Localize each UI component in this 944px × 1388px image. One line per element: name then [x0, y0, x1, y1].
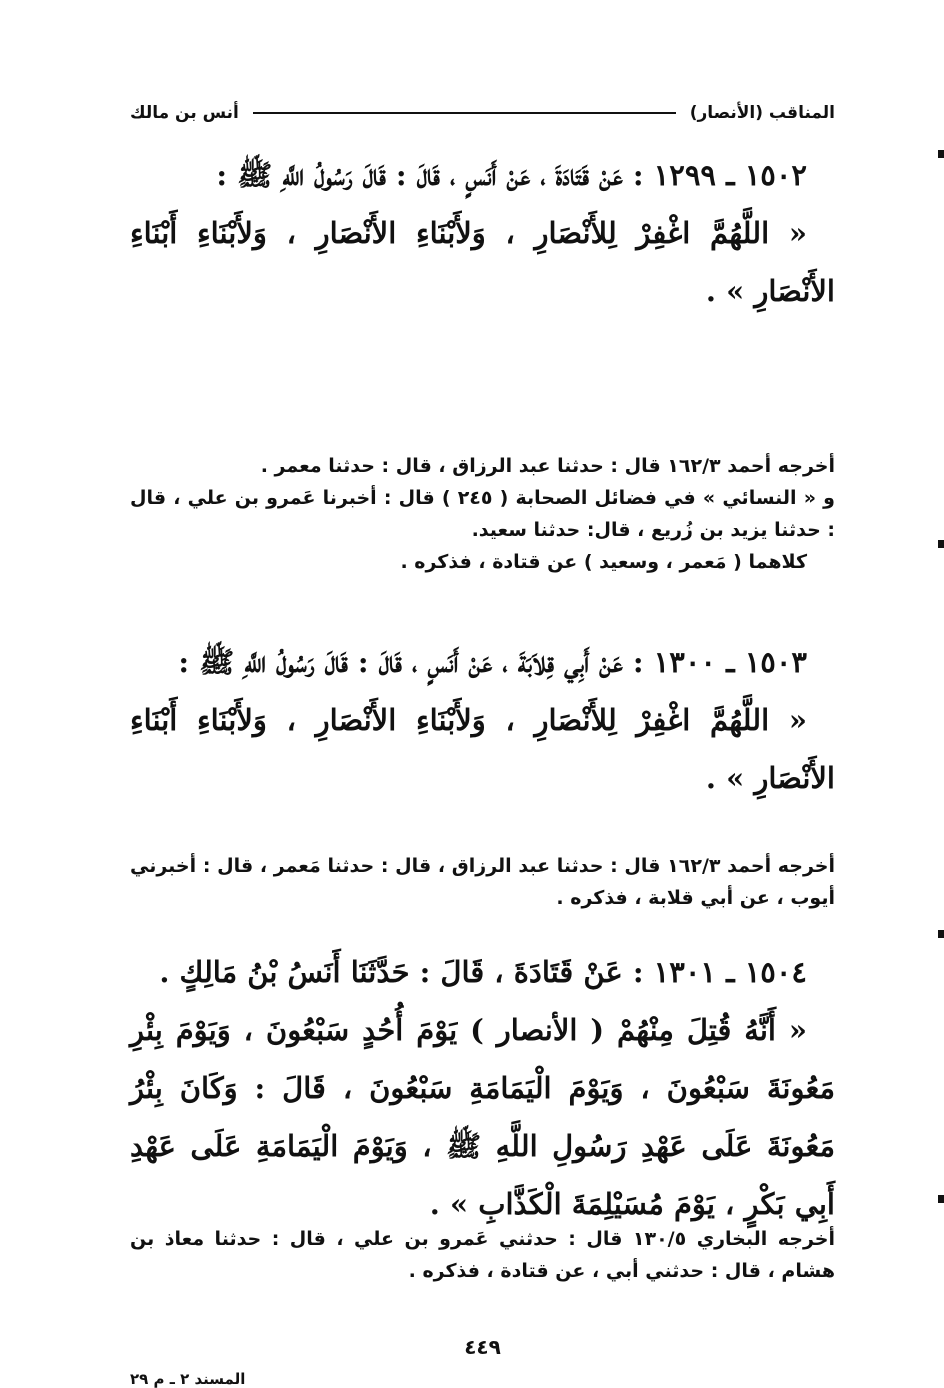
header-rule [253, 112, 676, 114]
hadith-matn: « اللَّهُمَّ اغْفِرْ لِلأَنْصَارِ ، وَلأَبْنَاءِ الأَنْصَارِ ، وَلأَبْنَاءِ أَبْنَاءِ الأَنْصَارِ » . [130, 216, 835, 308]
hadith-1503 [130, 633, 835, 807]
takhrij-line: كلاهما ( مَعمر ، وسعيد ) عن قتادة ، فذكره . [400, 551, 807, 573]
hadith-matn: « اللَّهُمَّ اغْفِرْ لِلأَنْصَارِ ، وَلأَبْنَاءِ الأَنْصَارِ ، وَلأَبْنَاءِ أَبْنَاءِ الأَنْصَارِ » . [130, 703, 835, 795]
chapter-title: أنس بن مالك [130, 103, 239, 123]
edge-mark [938, 930, 944, 938]
takhrij-line: أخرجه أحمد ١٦٢/٣ قال : حدثنا عبد الرزاق ، قال : حدثنا مَعمر ، قال : أخبرني أيوب ، عن أبي قلابة ، فذكره . [130, 855, 836, 909]
takhrij-1502 [130, 450, 835, 578]
hadith-1502 [130, 146, 835, 320]
takhrij-line: أخرجه البخاري ١٣٠/٥ قال : حدثني عَمرو بن علي ، قال : حدثنا معاذ بن هشام ، قال : حدثني أبي ، عن قتادة ، فذكره . [130, 1228, 835, 1282]
running-header [130, 98, 835, 128]
signature-mark: المسند ٢ ـ م ٢٩ [130, 1370, 246, 1388]
hadith-isnad: ١٥٠٣ ـ ١٣٠٠ : عَنْ أَبِي قِلاَبَةَ ، عَنْ أَنَسٍ ، قَالَ : قَالَ رَسُولُ اللَّهِ ﷺ : [178, 645, 807, 679]
section-title: المناقب (الأنصار) [689, 103, 835, 123]
takhrij-line: و « النسائي » في فضائل الصحابة ( ٢٤٥ ) قال : أخبرنا عَمرو بن علي ، قال : حدثنا يزيد بن زُريع ، قال: حدثنا سعيد. [130, 487, 835, 541]
hadith-1504 [130, 943, 835, 1233]
takhrij-line: أخرجه أحمد ١٦٢/٣ قال : حدثنا عبد الرزاق ، قال : حدثنا معمر . [260, 455, 835, 477]
edge-mark [938, 1195, 944, 1203]
takhrij-1503 [130, 850, 835, 914]
page [130, 98, 836, 1388]
hadith-matn: « أَنَّهُ قُتِلَ مِنْهُمْ ( الأنصار ) يَوْمَ أُحُدٍ سَبْعُونَ ، وَيَوْمَ بِئْرِ مَعُونَةَ سَبْعُونَ ، وَيَوْمَ الْيَمَامَةِ سَبْعُونَ ، قَالَ : وَكَانَ بِئْرُ مَعُونَةَ عَلَى عَهْدِ رَسُولِ اللَّهِ ﷺ ، وَيَوْمَ الْيَمَامَةِ عَلَى عَهْدِ أَبِي بَكْرٍ ، يَوْمَ مُسَيْلِمَةَ الْكَذَّابِ » . [130, 1013, 835, 1221]
edge-mark [938, 150, 944, 158]
hadith-isnad: ١٥٠٢ ـ ١٢٩٩ : عَنْ قَتَادَةَ ، عَنْ أَنَسٍ ، قَالَ : قَالَ رَسُولُ اللَّهِ ﷺ : [216, 158, 807, 192]
takhrij-1504 [130, 1223, 835, 1287]
page-number: ٤٤٩ [464, 1335, 501, 1359]
hadith-isnad: ١٥٠٤ ـ ١٣٠١ : عَنْ قَتَادَةَ ، قَالَ : حَدَّثَنَا أَنَسُ بْنُ مَالِكٍ . [159, 955, 807, 989]
edge-mark [938, 540, 944, 548]
